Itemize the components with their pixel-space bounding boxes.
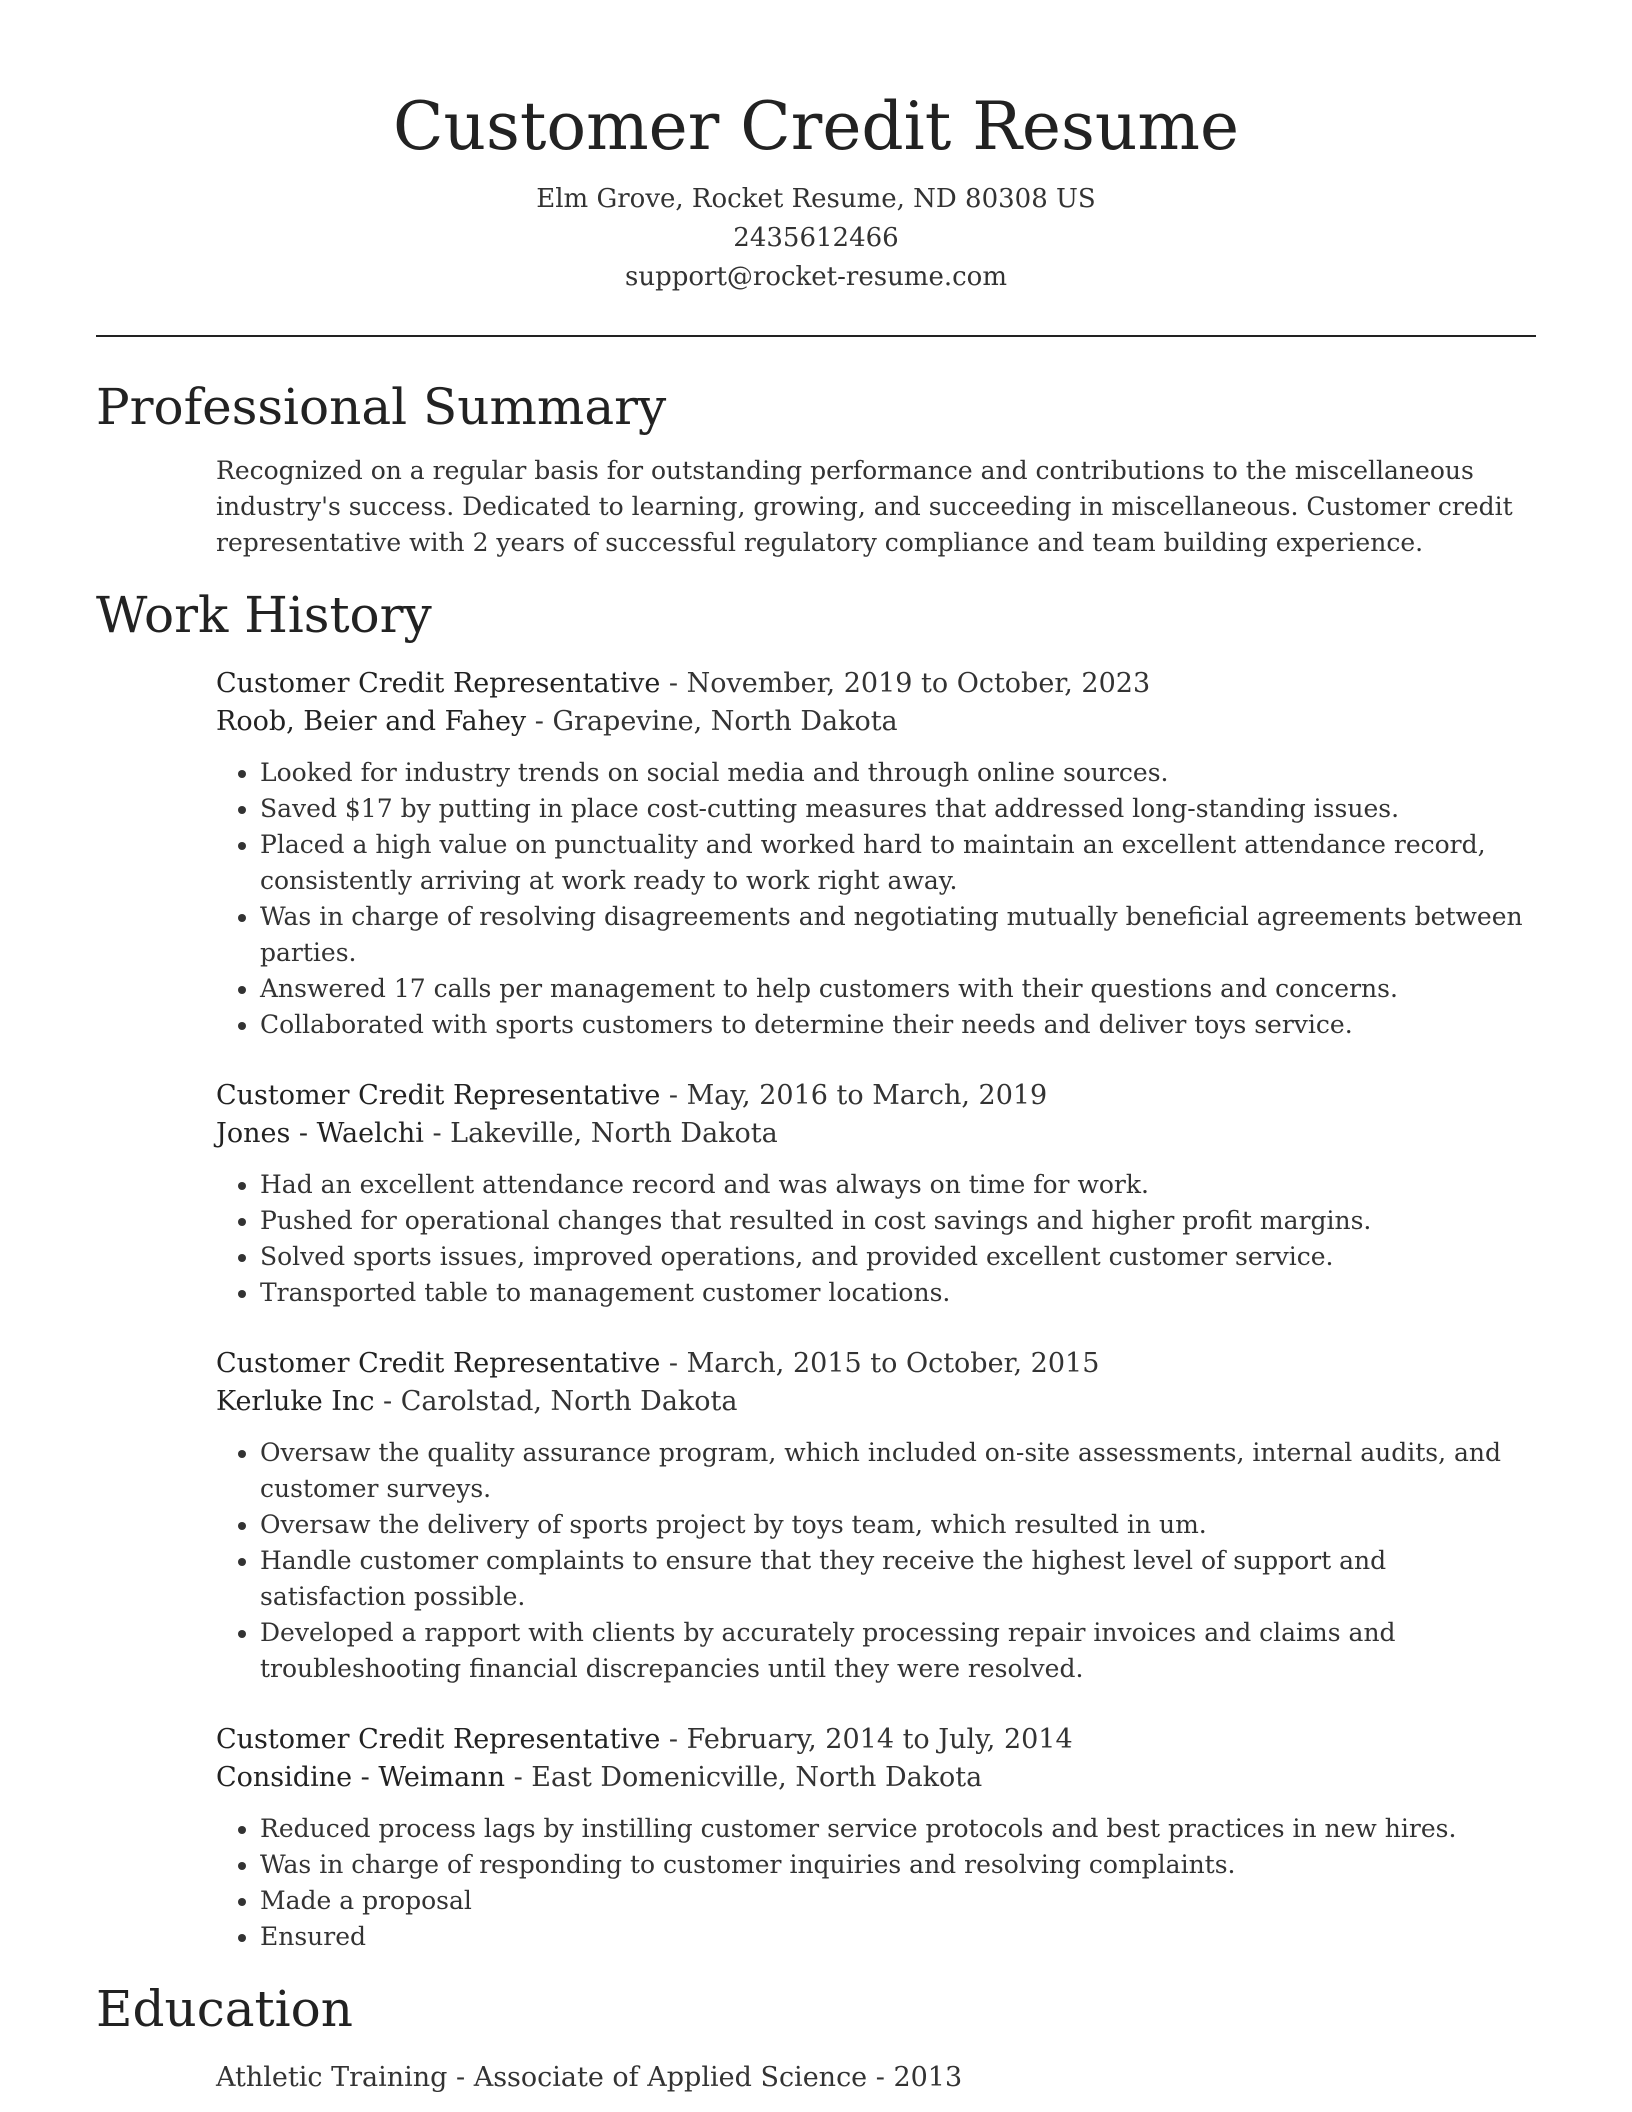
- job-company: Considine - Weimann: [216, 1762, 506, 1793]
- bullet-item: • Collaborated with sports customers to determine their needs and deliver toys service.: [260, 1007, 1536, 1043]
- job-entry: [216, 1345, 1536, 1687]
- resume-header: [96, 0, 1536, 297]
- education-entry: Athletic Training - Associate of Applied Science - 2013: [216, 2062, 963, 2093]
- contact-info: [96, 180, 1536, 297]
- summary-section: [96, 453, 1536, 561]
- job-title: Customer Credit Representative: [216, 1348, 661, 1379]
- bullet-item: • Made a proposal: [260, 1883, 1536, 1919]
- job-company-line: [216, 1383, 1536, 1421]
- job-entry: [216, 1077, 1536, 1311]
- job-company: Kerluke Inc: [216, 1386, 375, 1417]
- job-title: Customer Credit Representative: [216, 668, 661, 699]
- bullet-item: • Was in charge of resolving disagreements and negotiating mutually beneficial agreements between parties.: [260, 899, 1536, 971]
- bullet-item: • Was in charge of responding to customer inquiries and resolving complaints.: [260, 1847, 1536, 1883]
- bullet-item: • Oversaw the quality assurance program, which included on-site assessments, internal audits, and customer surveys.: [260, 1435, 1536, 1507]
- bullet-item: • Saved $17 by putting in place cost-cutting measures that addressed long-standing issues.: [260, 791, 1536, 827]
- job-title: Customer Credit Representative: [216, 1724, 661, 1755]
- job-company-line: [216, 703, 1536, 741]
- bullet-item: • Oversaw the delivery of sports project by toys team, which resulted in um.: [260, 1507, 1536, 1543]
- job-bullets: [216, 1435, 1536, 1687]
- email: support@rocket-resume.com: [624, 262, 1007, 292]
- resume-title: Customer Credit Resume: [392, 88, 1240, 165]
- job-entry: [216, 665, 1536, 1043]
- job-dates: - May, 2016 to March, 2019: [660, 1080, 1048, 1111]
- job-title-line: [216, 1077, 1536, 1115]
- work-history-heading: Work History: [96, 586, 432, 644]
- bullet-item: • Developed a rapport with clients by accurately processing repair invoices and claims and troubleshooting financial discrepancies until they were resolved.: [260, 1615, 1536, 1687]
- summary-text: Recognized on a regular basis for outstanding performance and contributions to the miscellaneous industry's success. Dedicated to learning, growing, and succeeding in miscellaneous. Customer credit representative with 2 years of successful regulatory compliance and team building experience.: [216, 456, 1513, 557]
- work-history-section: [96, 665, 1536, 1955]
- bullet-item: • Handle customer complaints to ensure that they receive the highest level of support and satisfaction possible.: [260, 1543, 1536, 1615]
- address: Elm Grove, Rocket Resume, ND 80308 US: [536, 184, 1096, 214]
- education-heading: Education: [96, 1980, 353, 2038]
- job-location: - East Domenicville, North Dakota: [505, 1762, 983, 1793]
- job-bullets: [216, 1811, 1536, 1955]
- job-company: Roob, Beier and Fahey: [216, 706, 527, 737]
- bullet-item: • Placed a high value on punctuality and worked hard to maintain an excellent attendance record, consistently arriving at work ready to work right away.: [260, 827, 1536, 899]
- job-bullets: [216, 1167, 1536, 1311]
- phone: 2435612466: [733, 223, 899, 253]
- job-dates: - November, 2019 to October, 2023: [660, 668, 1151, 699]
- job-title-line: [216, 665, 1536, 703]
- job-title-line: [216, 1345, 1536, 1383]
- resume-page: [96, 0, 1536, 2097]
- bullet-item: • Reduced process lags by instilling customer service protocols and best practices in new hires.: [260, 1811, 1536, 1847]
- job-entry: [216, 1721, 1536, 1955]
- bullet-item: • Solved sports issues, improved operations, and provided excellent customer service.: [260, 1239, 1536, 1275]
- job-company-line: [216, 1759, 1536, 1797]
- education-section: [96, 2059, 1536, 2097]
- bullet-item: • Ensured: [260, 1919, 1536, 1955]
- job-title: Customer Credit Representative: [216, 1080, 661, 1111]
- job-location: - Carolstad, North Dakota: [374, 1386, 738, 1417]
- bullet-item: • Looked for industry trends on social media and through online sources.: [260, 755, 1536, 791]
- job-title-line: [216, 1721, 1536, 1759]
- bullet-item: • Had an excellent attendance record and was always on time for work.: [260, 1167, 1536, 1203]
- job-location: - Lakeville, North Dakota: [423, 1118, 778, 1149]
- job-location: - Grapevine, North Dakota: [526, 706, 898, 737]
- bullet-item: • Transported table to management customer locations.: [260, 1275, 1536, 1311]
- job-dates: - March, 2015 to October, 2015: [660, 1348, 1100, 1379]
- job-dates: - February, 2014 to July, 2014: [660, 1724, 1073, 1755]
- job-company-line: [216, 1115, 1536, 1153]
- header-divider: [96, 335, 1536, 337]
- job-bullets: [216, 755, 1536, 1043]
- bullet-item: • Pushed for operational changes that resulted in cost savings and higher profit margins.: [260, 1203, 1536, 1239]
- job-company: Jones - Waelchi: [216, 1118, 424, 1149]
- summary-heading: Professional Summary: [96, 378, 667, 436]
- bullet-item: • Answered 17 calls per management to help customers with their questions and concerns.: [260, 971, 1536, 1007]
